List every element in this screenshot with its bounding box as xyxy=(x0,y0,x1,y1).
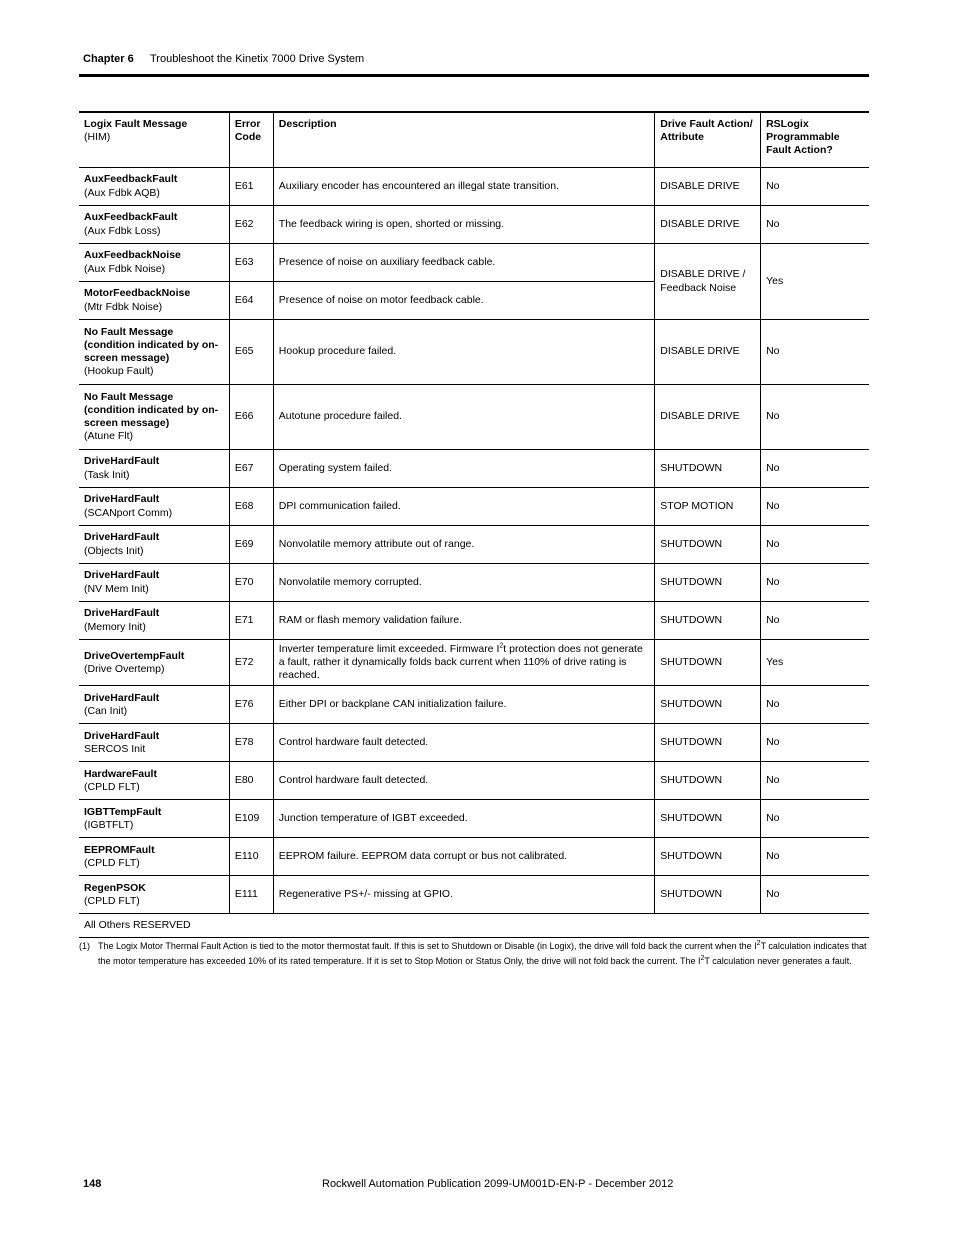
cell-code: E71 xyxy=(229,602,273,640)
cell-action: SHUTDOWN xyxy=(655,640,761,686)
cell-action: SHUTDOWN xyxy=(655,800,761,838)
fault-name: HardwareFault xyxy=(84,767,157,780)
fault-name: DriveHardFault xyxy=(84,569,160,582)
table-row xyxy=(79,800,869,838)
header-programmable xyxy=(761,112,869,168)
cell-programmable: No xyxy=(761,320,869,385)
cell-code: E65 xyxy=(229,320,273,385)
fault-him: (Objects Init) xyxy=(84,544,144,557)
header-description-label: Description xyxy=(278,118,337,130)
fault-him: (Mtr Fdbk Noise) xyxy=(84,300,163,313)
fault-name: DriveHardFault xyxy=(84,691,160,704)
superscript: 2 xyxy=(700,955,705,963)
cell-description: Control hardware fault detected. xyxy=(273,762,654,800)
cell-programmable: Yes xyxy=(761,244,869,320)
footnote-text-c: T calculation never generates a fault. xyxy=(704,956,852,967)
table-header-row xyxy=(79,112,869,168)
cell-message xyxy=(79,762,229,800)
header-action xyxy=(655,112,761,168)
header-message-label: Logix Fault Message xyxy=(84,118,188,130)
cell-action: SHUTDOWN xyxy=(655,686,761,724)
fault-him: (CPLD FLT) xyxy=(84,894,140,907)
cell-action: SHUTDOWN xyxy=(655,526,761,564)
table-row xyxy=(79,488,869,526)
cell-code: E72 xyxy=(229,640,273,686)
cell-code: E111 xyxy=(229,876,273,914)
cell-message xyxy=(79,244,229,282)
chapter-label: Chapter 6 xyxy=(83,53,134,65)
page-number: 148 xyxy=(83,1178,102,1190)
footnote-text-a: The Logix Motor Thermal Fault Action is tied to the motor thermostat fault. If this is set to Shutdown or Disable (in Logix), the drive will fold back the current when the I xyxy=(98,941,757,951)
footnote-text xyxy=(98,939,869,970)
header-description xyxy=(273,112,654,168)
table-row xyxy=(79,244,869,282)
cell-programmable: Yes xyxy=(761,640,869,686)
cell-programmable: No xyxy=(761,800,869,838)
cell-code: E64 xyxy=(229,282,273,320)
cell-message xyxy=(79,320,229,385)
fault-him: (Task Init) xyxy=(84,468,130,481)
cell-action: SHUTDOWN xyxy=(655,564,761,602)
fault-name: AuxFeedbackNoise xyxy=(84,249,181,262)
fault-name: EEPROMFault xyxy=(84,843,155,856)
cell-action: SHUTDOWN xyxy=(655,450,761,488)
fault-name: MotorFeedbackNoise xyxy=(84,287,191,300)
cell-code: E69 xyxy=(229,526,273,564)
cell-action: DISABLE DRIVE xyxy=(655,385,761,450)
cell-message xyxy=(79,385,229,450)
cell-code: E63 xyxy=(229,244,273,282)
fault-name: AuxFeedbackFault xyxy=(84,211,178,224)
fault-him: (Atune Flt) xyxy=(84,430,134,443)
cell-description: DPI communication failed. xyxy=(273,488,654,526)
cell-programmable: No xyxy=(761,762,869,800)
cell-programmable: No xyxy=(761,385,869,450)
description-text: t protection does not generate a fault, rather it dynamically folds back current when 110% of drive rating is reached. xyxy=(278,643,643,682)
cell-programmable: No xyxy=(761,724,869,762)
cell-programmable: No xyxy=(761,686,869,724)
cell-description: Control hardware fault detected. xyxy=(273,724,654,762)
header-code-label: Error Code xyxy=(234,118,262,144)
table-row xyxy=(79,526,869,564)
description-text: Inverter temperature limit exceeded. Firmware I xyxy=(278,643,500,655)
cell-description: Regenerative PS+/- missing at GPIO. xyxy=(273,876,654,914)
cell-description xyxy=(273,640,654,686)
cell-message xyxy=(79,564,229,602)
fault-name: DriveHardFault xyxy=(84,455,160,468)
cell-message xyxy=(79,640,229,686)
cell-programmable: No xyxy=(761,564,869,602)
header-message-sub: (HIM) xyxy=(84,131,111,144)
header-message xyxy=(79,112,229,168)
cell-code: E109 xyxy=(229,800,273,838)
cell-programmable: No xyxy=(761,488,869,526)
table-row xyxy=(79,385,869,450)
fault-name: DriveOvertempFault xyxy=(84,649,185,662)
cell-description: Presence of noise on auxiliary feedback cable. xyxy=(273,244,654,282)
superscript: 2 xyxy=(499,642,504,650)
table-row xyxy=(79,206,869,244)
table-row xyxy=(79,876,869,914)
fault-him: (Drive Overtemp) xyxy=(84,662,165,675)
cell-programmable: No xyxy=(761,526,869,564)
cell-code: E68 xyxy=(229,488,273,526)
table-row xyxy=(79,564,869,602)
header-code xyxy=(229,112,273,168)
cell-action: DISABLE DRIVE xyxy=(655,320,761,385)
fault-name: DriveHardFault xyxy=(84,493,160,506)
cell-action: SHUTDOWN xyxy=(655,724,761,762)
fault-him: (NV Mem Init) xyxy=(84,582,149,595)
table-row xyxy=(79,724,869,762)
cell-description: RAM or flash memory validation failure. xyxy=(273,602,654,640)
cell-message xyxy=(79,168,229,206)
table-row xyxy=(79,450,869,488)
cell-message xyxy=(79,876,229,914)
cell-action: DISABLE DRIVE / Feedback Noise xyxy=(655,244,761,320)
fault-him: (CPLD FLT) xyxy=(84,780,140,793)
table-row xyxy=(79,686,869,724)
cell-description: Auxiliary encoder has encountered an illegal state transition. xyxy=(273,168,654,206)
table-row xyxy=(79,602,869,640)
cell-programmable: No xyxy=(761,450,869,488)
cell-code: E110 xyxy=(229,838,273,876)
cell-message xyxy=(79,724,229,762)
cell-description: Nonvolatile memory attribute out of range. xyxy=(273,526,654,564)
cell-description: Junction temperature of IGBT exceeded. xyxy=(273,800,654,838)
cell-code: E78 xyxy=(229,724,273,762)
cell-code: E61 xyxy=(229,168,273,206)
header-action-label: Drive Fault Action/ Attribute xyxy=(660,118,753,144)
cell-action: SHUTDOWN xyxy=(655,838,761,876)
header-programmable-label: RSLogix Programmable Fault Action? xyxy=(766,118,840,157)
header-divider xyxy=(79,74,869,77)
fault-name: AuxFeedbackFault xyxy=(84,173,178,186)
table-row xyxy=(79,640,869,686)
fault-table xyxy=(79,111,869,938)
fault-him: (Aux Fdbk AQB) xyxy=(84,186,160,199)
fault-him: (Hookup Fault) xyxy=(84,365,154,378)
table-row xyxy=(79,838,869,876)
cell-message xyxy=(79,602,229,640)
cell-description: EEPROM failure. EEPROM data corrupt or bus not calibrated. xyxy=(273,838,654,876)
fault-name: No Fault Message (condition indicated by on-screen message) xyxy=(84,390,219,429)
fault-him: (IGBTFLT) xyxy=(84,818,134,831)
fault-him: (Aux Fdbk Loss) xyxy=(84,224,161,237)
others-reserved: All Others RESERVED xyxy=(79,914,869,938)
cell-message xyxy=(79,206,229,244)
fault-him: (CPLD FLT) xyxy=(84,856,140,869)
cell-programmable: No xyxy=(761,206,869,244)
fault-name: No Fault Message (condition indicated by on-screen message) xyxy=(84,325,219,364)
footnote xyxy=(79,939,869,970)
table-row xyxy=(79,320,869,385)
cell-message xyxy=(79,282,229,320)
cell-code: E80 xyxy=(229,762,273,800)
table-row xyxy=(79,168,869,206)
cell-description: The feedback wiring is open, shorted or missing. xyxy=(273,206,654,244)
fault-him: (Can Init) xyxy=(84,704,128,717)
cell-message xyxy=(79,450,229,488)
cell-action: SHUTDOWN xyxy=(655,876,761,914)
cell-action: SHUTDOWN xyxy=(655,762,761,800)
fault-him: (SCANport Comm) xyxy=(84,506,173,519)
cell-description: Either DPI or backplane CAN initialization failure. xyxy=(273,686,654,724)
cell-message xyxy=(79,686,229,724)
cell-code: E62 xyxy=(229,206,273,244)
cell-message xyxy=(79,838,229,876)
fault-him: SERCOS Init xyxy=(84,742,146,755)
cell-action: DISABLE DRIVE xyxy=(655,168,761,206)
table-row-others xyxy=(79,914,869,938)
cell-description: Presence of noise on motor feedback cable. xyxy=(273,282,654,320)
cell-description: Autotune procedure failed. xyxy=(273,385,654,450)
chapter-title: Troubleshoot the Kinetix 7000 Drive System xyxy=(150,53,365,65)
cell-programmable: No xyxy=(761,168,869,206)
footnote-number: (1) xyxy=(79,941,90,951)
page-header xyxy=(83,53,869,73)
cell-description: Operating system failed. xyxy=(273,450,654,488)
cell-code: E70 xyxy=(229,564,273,602)
cell-message xyxy=(79,800,229,838)
cell-programmable: No xyxy=(761,876,869,914)
cell-action: STOP MOTION xyxy=(655,488,761,526)
fault-him: (Memory Init) xyxy=(84,620,146,633)
cell-action: DISABLE DRIVE xyxy=(655,206,761,244)
cell-code: E76 xyxy=(229,686,273,724)
cell-message xyxy=(79,488,229,526)
cell-code: E66 xyxy=(229,385,273,450)
cell-description: Hookup procedure failed. xyxy=(273,320,654,385)
fault-name: DriveHardFault xyxy=(84,531,160,544)
fault-name: DriveHardFault xyxy=(84,607,160,620)
fault-name: RegenPSOK xyxy=(84,881,146,894)
publication-info: Rockwell Automation Publication 2099-UM001D-EN-P - December 2012 xyxy=(322,1178,674,1190)
fault-him: (Aux Fdbk Noise) xyxy=(84,262,166,275)
cell-description: Nonvolatile memory corrupted. xyxy=(273,564,654,602)
cell-programmable: No xyxy=(761,602,869,640)
fault-name: DriveHardFault xyxy=(84,729,160,742)
footnote-text-b: T calculation indicates that the motor temperature has exceeded 10% of its rated temperature. If it is set to Stop Motion or Status Only, the drive will not fold back the current. The I xyxy=(98,941,867,967)
cell-message xyxy=(79,526,229,564)
cell-programmable: No xyxy=(761,838,869,876)
cell-code: E67 xyxy=(229,450,273,488)
cell-action: SHUTDOWN xyxy=(655,602,761,640)
superscript: 2 xyxy=(756,940,761,947)
fault-name: IGBTTempFault xyxy=(84,805,162,818)
table-row xyxy=(79,762,869,800)
